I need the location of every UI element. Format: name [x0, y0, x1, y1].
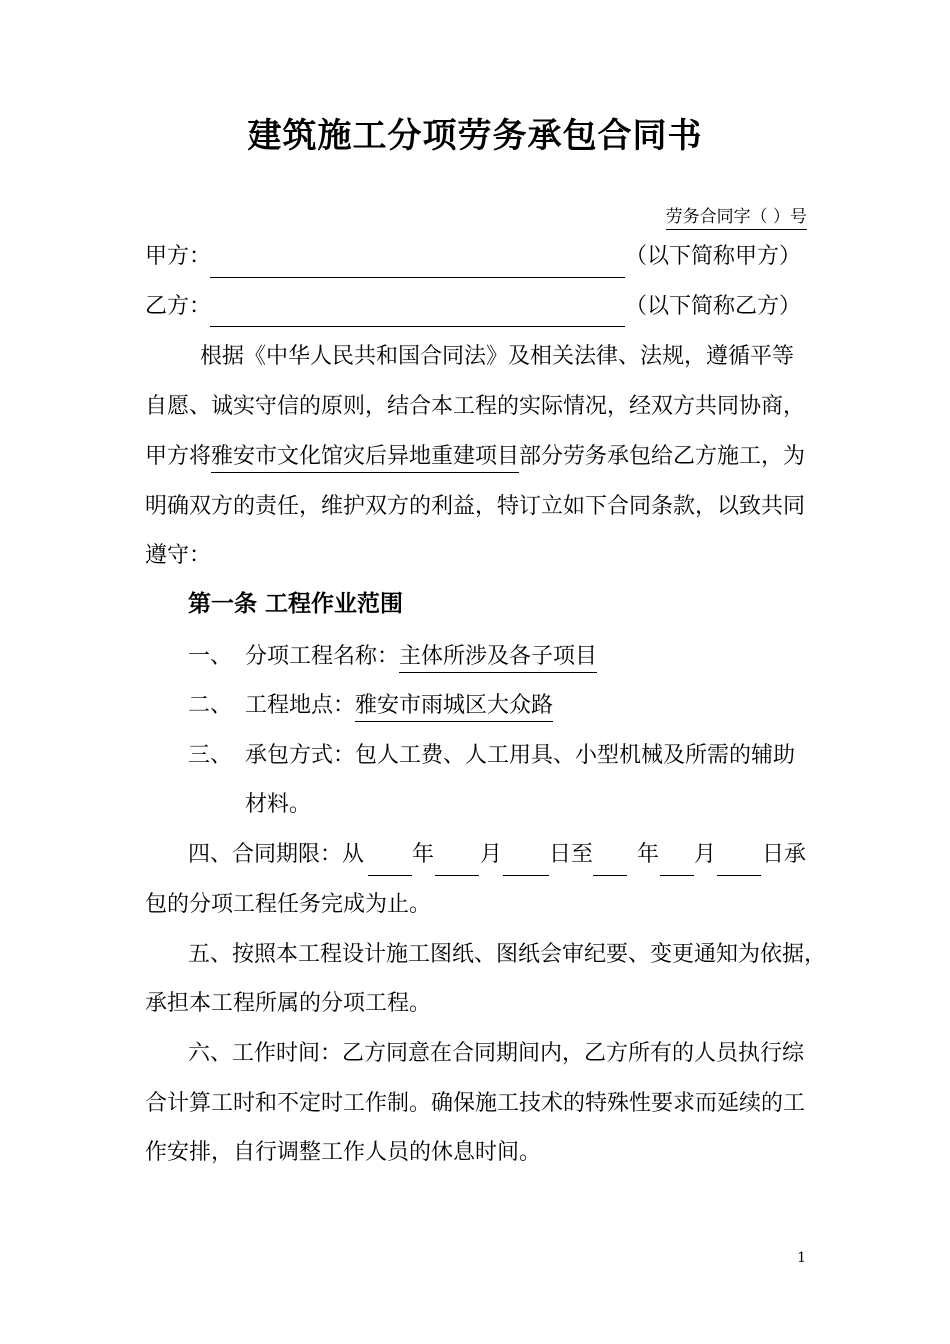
contract-reference-number: 劳务合同字（ ）号: [666, 202, 807, 230]
item-6-line-3: 作安排，自行调整工作人员的休息时间。: [145, 1140, 542, 1165]
item-2-label: 工程地点：: [245, 693, 356, 718]
item-2-value: 雅安市雨城区大众路: [355, 691, 553, 722]
item-3-line-1: 承包方式：包人工费、人工用具、小型机械及所需的辅助: [245, 743, 796, 768]
start-year-blank: [368, 875, 412, 876]
end-month-blank: [660, 875, 694, 876]
document-title: 建筑施工分项劳务承包合同书: [247, 116, 703, 156]
item-5-line-2: 承担本工程所属的分项工程。: [145, 991, 432, 1016]
item-1-label: 分项工程名称：: [245, 644, 400, 669]
item-4-line-2: 包的分项工程任务完成为止。: [145, 892, 432, 917]
item-6-line-1: 六、工作时间：乙方同意在合同期间内，乙方所有的人员执行综: [188, 1041, 805, 1066]
start-year-label: 年: [412, 842, 435, 867]
item-2: [245, 691, 553, 722]
intro-line-1: 根据《中华人民共和国合同法》及相关法律、法规，遵循平等: [200, 344, 795, 369]
start-day-label: 日至: [549, 842, 594, 867]
party-b-blank: [210, 326, 625, 327]
intro-line-2: 自愿、诚实守信的原则，结合本工程的实际情况，经双方共同协商，: [145, 394, 806, 419]
item-2-number: 二、: [188, 693, 233, 718]
start-month-blank: [435, 875, 479, 876]
intro-line-5: 遵守：: [145, 543, 212, 568]
intro-line-4: 明确双方的责任，维护双方的利益，特订立如下合同条款，以致共同: [145, 494, 806, 519]
page-number: 1: [797, 1250, 806, 1266]
project-name: 雅安市文化馆灾后异地重建项目: [211, 442, 519, 473]
intro-line-3: [145, 442, 805, 473]
party-a-blank: [210, 277, 625, 278]
end-day-label: 日承: [762, 842, 807, 867]
intro-line-3-suffix: 部分劳务承包给乙方施工，为: [519, 444, 806, 469]
item-1: [245, 642, 597, 673]
end-day-blank: [717, 875, 761, 876]
party-a-label: 甲方：: [145, 244, 212, 269]
end-year-gap: [593, 875, 627, 876]
item-3-line-2: 材料。: [245, 792, 312, 817]
party-a-suffix: （以下简称甲方）: [625, 244, 802, 269]
party-b-suffix: （以下简称乙方）: [625, 294, 802, 319]
start-month-label: 月: [480, 842, 503, 867]
end-month-label: 月: [694, 842, 717, 867]
intro-line-3-prefix: 甲方将: [145, 444, 212, 469]
start-day-blank: [503, 875, 549, 876]
item-5-line-1: 五、按照本工程设计施工图纸、图纸会审纪要、变更通知为依据，: [188, 942, 827, 967]
item-6-line-2: 合计算工时和不定时工作制。确保施工技术的特殊性要求而延续的工: [145, 1091, 806, 1116]
item-4-lead: 四、合同期限：从: [188, 842, 365, 867]
article-1-heading: 第一条 工程作业范围: [188, 591, 404, 617]
item-1-value: 主体所涉及各子项目: [399, 642, 597, 673]
item-1-number: 一、: [188, 644, 233, 669]
item-3-number: 三、: [188, 743, 233, 768]
party-b-label: 乙方：: [145, 294, 212, 319]
end-year-label: 年: [637, 842, 660, 867]
